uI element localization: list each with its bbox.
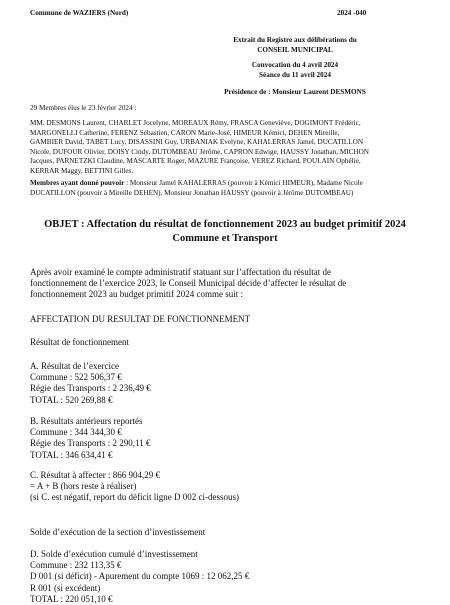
block-c-line: C. Résultat à affecter : 866 904,29 € [30,470,161,480]
members-line: KERRAR Maggy, BETTINI Gilles. [30,166,134,175]
block-c-line: = A + B (hors reste à réaliser) [30,481,137,492]
block-b-line: TOTAL : 346 634,41 € [30,449,113,460]
objet-line-1: OBJET : Affectation du résultat de fonctionnement 2023 au budget primitif 2024 [44,219,406,230]
pouvoir-line: : Monsieur Jamel KAHALERRAS (pouvoir à Kémici HIMEUR), Madame Nicole [124,179,363,187]
block-b-line: Régie des Transports : 2 290,11 € [30,438,151,449]
block-d-line: R 001 (si excédent) [30,582,101,593]
block-d [30,549,249,605]
members-list [30,119,430,177]
members-line: MARGONELLI Catherine, FERENZ Sébastien, CARON Marie-José, HIMEUR Kémici, DEHEN Mireille, [30,128,340,137]
deliberation-ref: 2024 -040 [337,9,367,17]
objet-title [20,218,430,246]
intro-line: fonctionnement de l’exercice 2023, le Conseil Municipal décide d’affecter le résultat de [30,278,347,289]
members-line: Nicole, DUFOUR Olivier, DOISY Cindy, DUTOMBEAU Jérôme, CAPRON Edwige, HAUSSY Jonathan, MICHON [30,147,369,156]
block-d-line: D. Solde d’exécution cumulé d’investissement [30,549,198,559]
session-block [195,61,395,80]
pouvoir-label: Membres ayant donné pouvoir [30,179,125,187]
section-title: AFFECTATION DU RESULTAT DE FONCTIONNEMENT [30,314,251,324]
block-a [30,361,151,406]
intro-line: fonctionnement 2023 au budget primitif 2024 comme suit : [30,289,243,300]
objet-line-2: Commune et Transport [172,233,278,244]
block-b-line: Commune : 344 344,30 € [30,427,122,438]
members-elected: 29 Membres élus le 23 février 2024 : [30,104,137,112]
block-a-line: TOTAL : 520 269,88 € [30,394,113,405]
seance-date: Séance du 11 avril 2024 [259,70,331,79]
extract-block [195,36,395,55]
pouvoir-block [30,179,430,198]
block-a-line: Commune : 522 506,37 € [30,372,122,383]
intro-line: Après avoir examiné le compte administratif statuant sur l’affectation du résultat de [30,267,331,277]
presidence: Présidence de : Monsieur Laurent DESMONS [224,88,366,96]
block-b [30,416,150,461]
intro-paragraph [30,267,424,301]
extract-line-2: CONSEIL MUNICIPAL [257,45,333,54]
extract-line-1: Extrait du Registre aux délibérations du [233,36,357,44]
members-line: Jacques, PARNETZKI Claudine, MASCARTE Roger, MAZURE Françoise, VEREZ Richard, POULAIN Ophélie, [30,157,361,166]
block-d-line: Commune : 232 113,35 € [30,560,122,571]
commune-header: Commune de WAZIERS (Nord) [30,9,129,17]
block-d-line: D 001 (si déficit) - Apurement du compte 1069 : 12 062,25 € [30,571,250,582]
block-a-line: A. Résultat de l’exercice [30,361,119,371]
block-d-line: TOTAL : 220 051,10 € [30,593,113,604]
pouvoir-line: DUCATILLON (pouvoir à Mireille DEHEN), Monsieur Jonathan HAUSSY (pouvoir à Jérôme DUTOMBEAU) [30,188,354,197]
block-b-line: B. Résultats antérieurs reportés [30,416,143,426]
convocation-date: Convocation du 4 avril 2024 [251,61,339,69]
solde-title: Solde d’exécution de la section d’investissement [30,527,206,537]
block-a-line: Régie des Transports : 2 236,49 € [30,383,151,394]
block-c [30,470,239,504]
resultat-title: Résultat de fonctionnement [30,337,129,347]
members-line: MM. DESMONS Laurent, CHARLET Jocelyne, MOREAUX Rémy, FRASCA Geneviève, DOGIMONT Frédéric, [30,119,361,127]
members-line: GAMBIER David, TABET Lucy, DISASSINI Guy, URBANIAK Evelyne, KAHALERRAS Jamel, DUCATILLON [30,138,364,147]
block-c-line: (si C. est négatif, report du déficit ligne D 002 ci-dessous) [30,492,239,503]
